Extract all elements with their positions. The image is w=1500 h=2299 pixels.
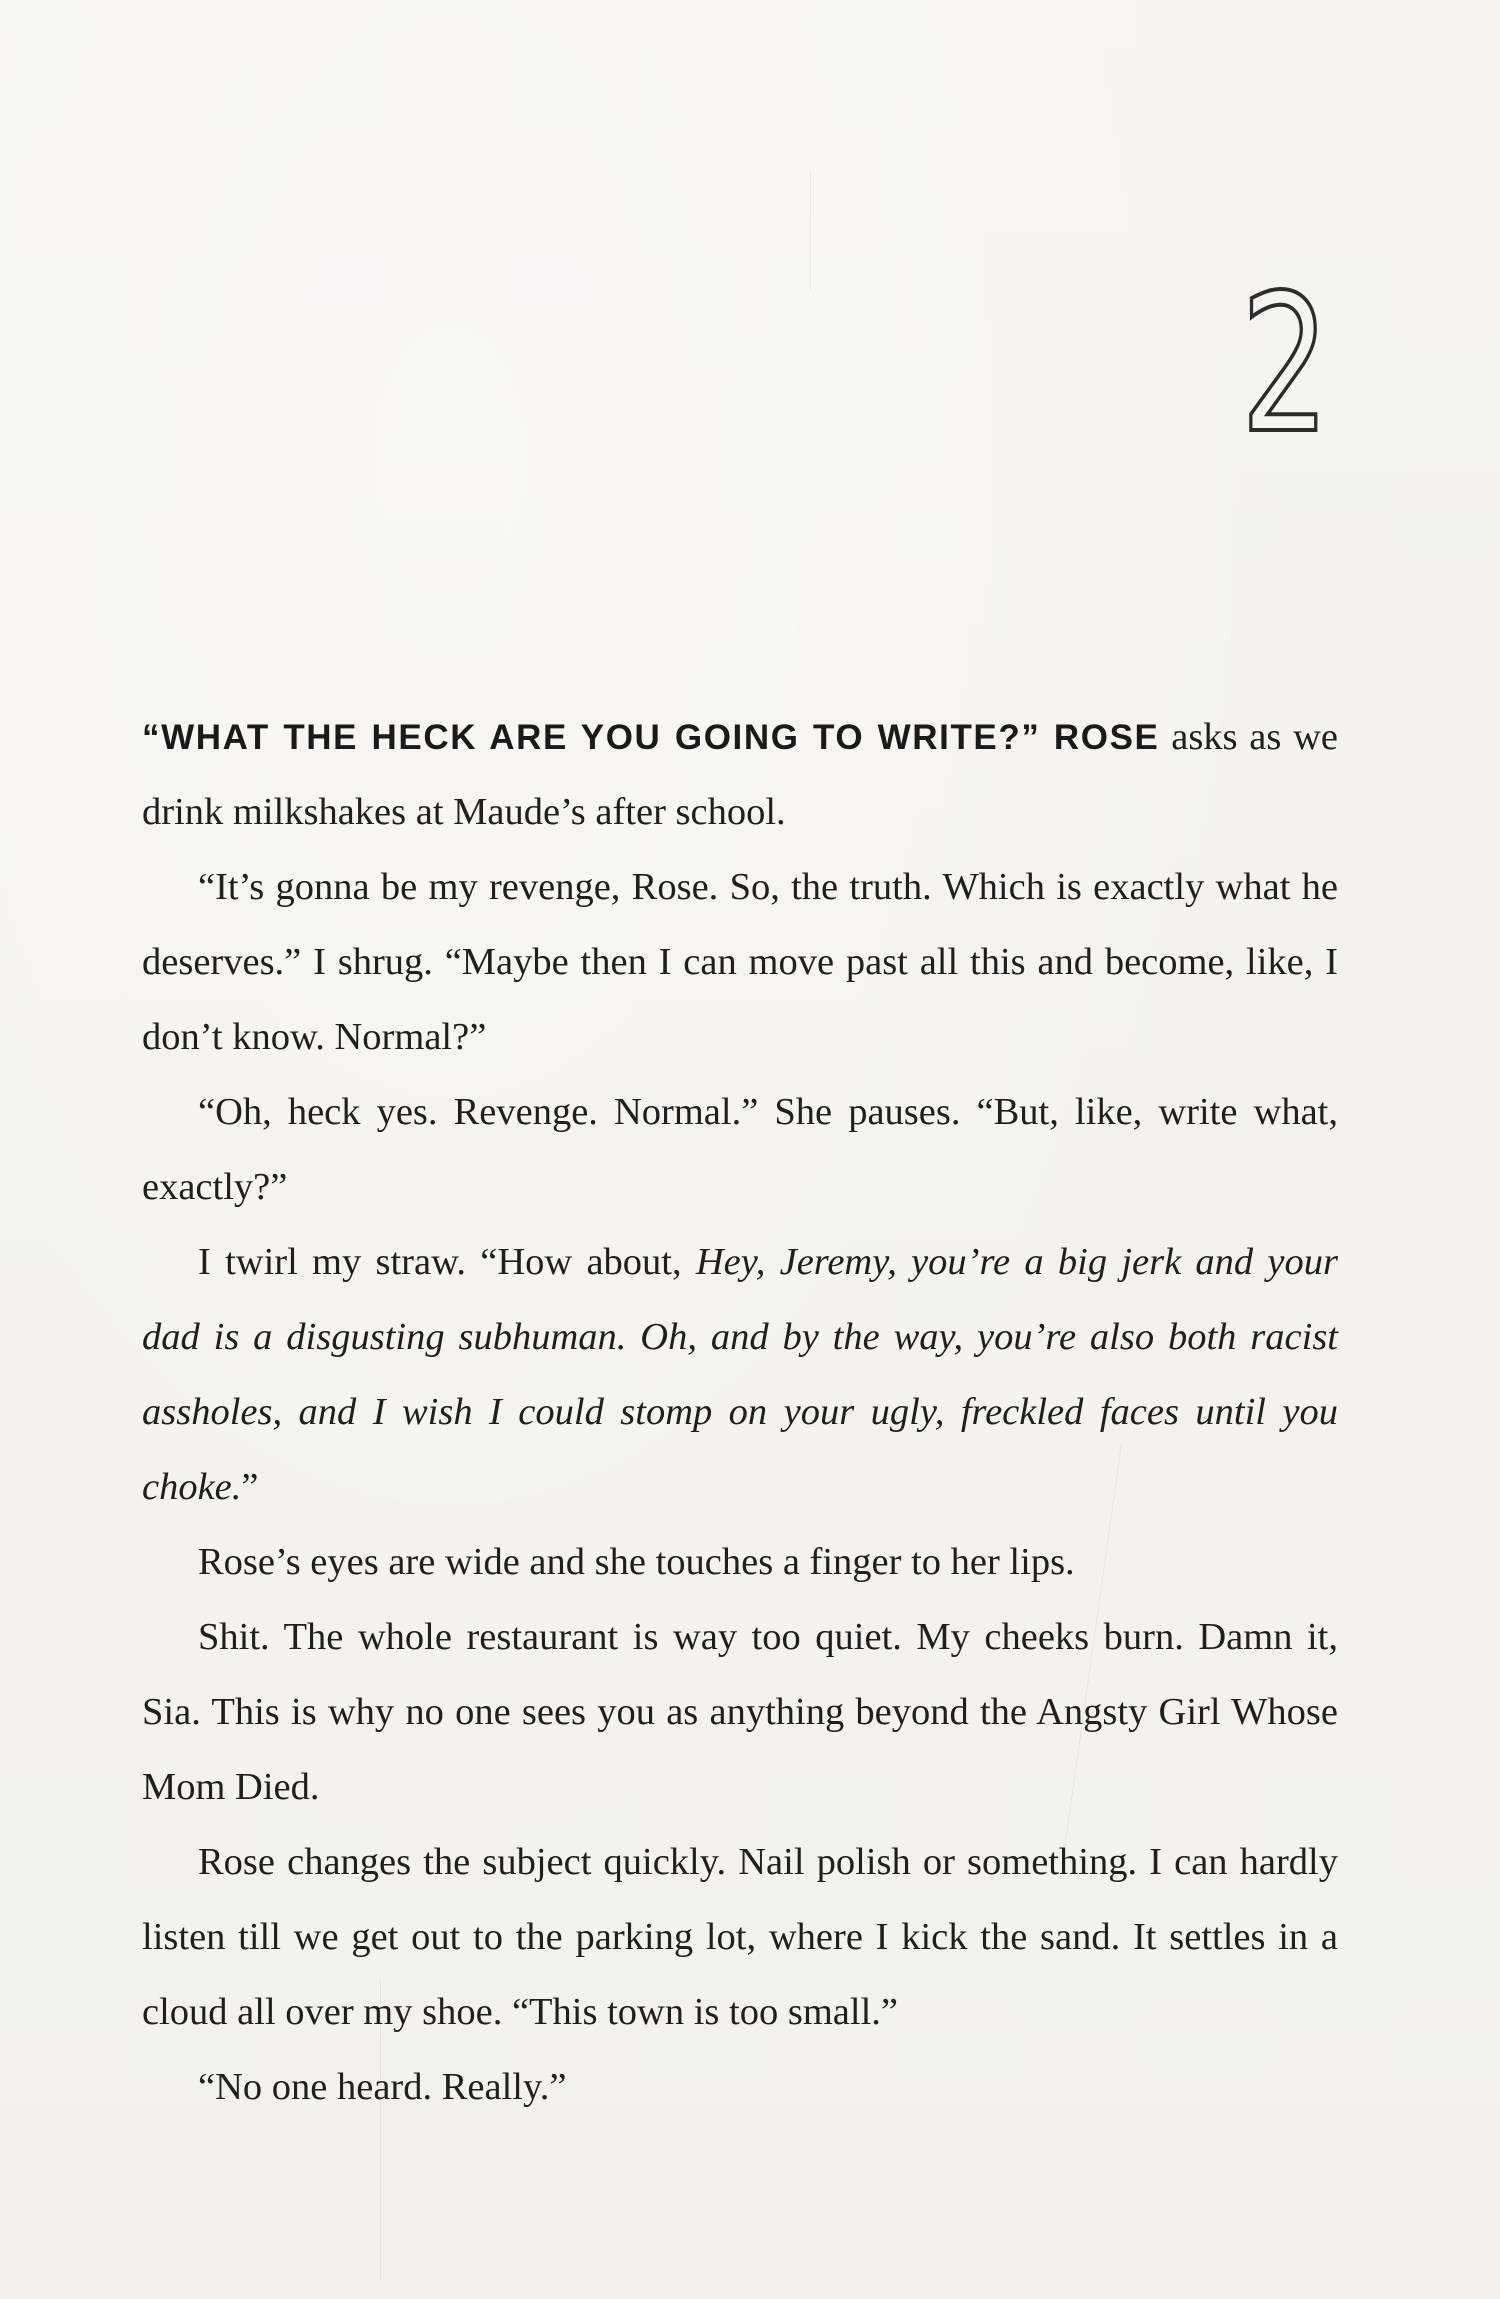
paragraph-start: I twirl my straw. “How about,	[198, 1241, 696, 1283]
paragraph-opening	[142, 700, 1338, 850]
opening-small-caps: “WHAT THE HECK ARE YOU GOING TO WRITE?” ROSE	[142, 718, 1160, 757]
paper-crease	[810, 170, 811, 290]
paragraph: Shit. The whole restaurant is way too quiet. My cheeks burn. Damn it, Sia. This is why no one sees you as anything beyond the Angsty Girl Whose Mom Died.	[142, 1616, 1338, 1808]
paragraph-end: ”	[241, 1466, 259, 1508]
chapter-body	[142, 700, 1338, 2125]
paragraph: “It’s gonna be my revenge, Rose. So, the truth. Which is exactly what he deserves.” I shrug. “Maybe then I can move past all this and become, like, I don’t know. Normal?”	[142, 866, 1338, 1058]
paragraph: “Oh, heck yes. Revenge. Normal.” She pauses. “But, like, write what, exactly?”	[142, 1091, 1338, 1208]
paragraph-italic-quote	[142, 1225, 1338, 1525]
chapter-number	[1240, 254, 1330, 475]
italic-text: Hey, Jeremy, you’re a big jerk and your dad is a disgusting subhuman. Oh, and by the way, you’re also both racist assholes, and I wish I could stomp on your ugly, freckled faces until you choke.	[142, 1241, 1338, 1508]
paragraph: “No one heard. Really.”	[198, 2066, 567, 2108]
opening-rest: asks as we drink milkshakes at Maude’s after school.	[142, 716, 1338, 833]
paragraph: Rose changes the subject quickly. Nail polish or something. I can hardly listen till we get out to the parking lot, where I kick the sand. It settles in a cloud all over my shoe. “This town is too small.”	[142, 1841, 1338, 2033]
paragraph: Rose’s eyes are wide and she touches a finger to her lips.	[198, 1541, 1075, 1583]
chapter-number-text: 2	[1240, 254, 1330, 475]
